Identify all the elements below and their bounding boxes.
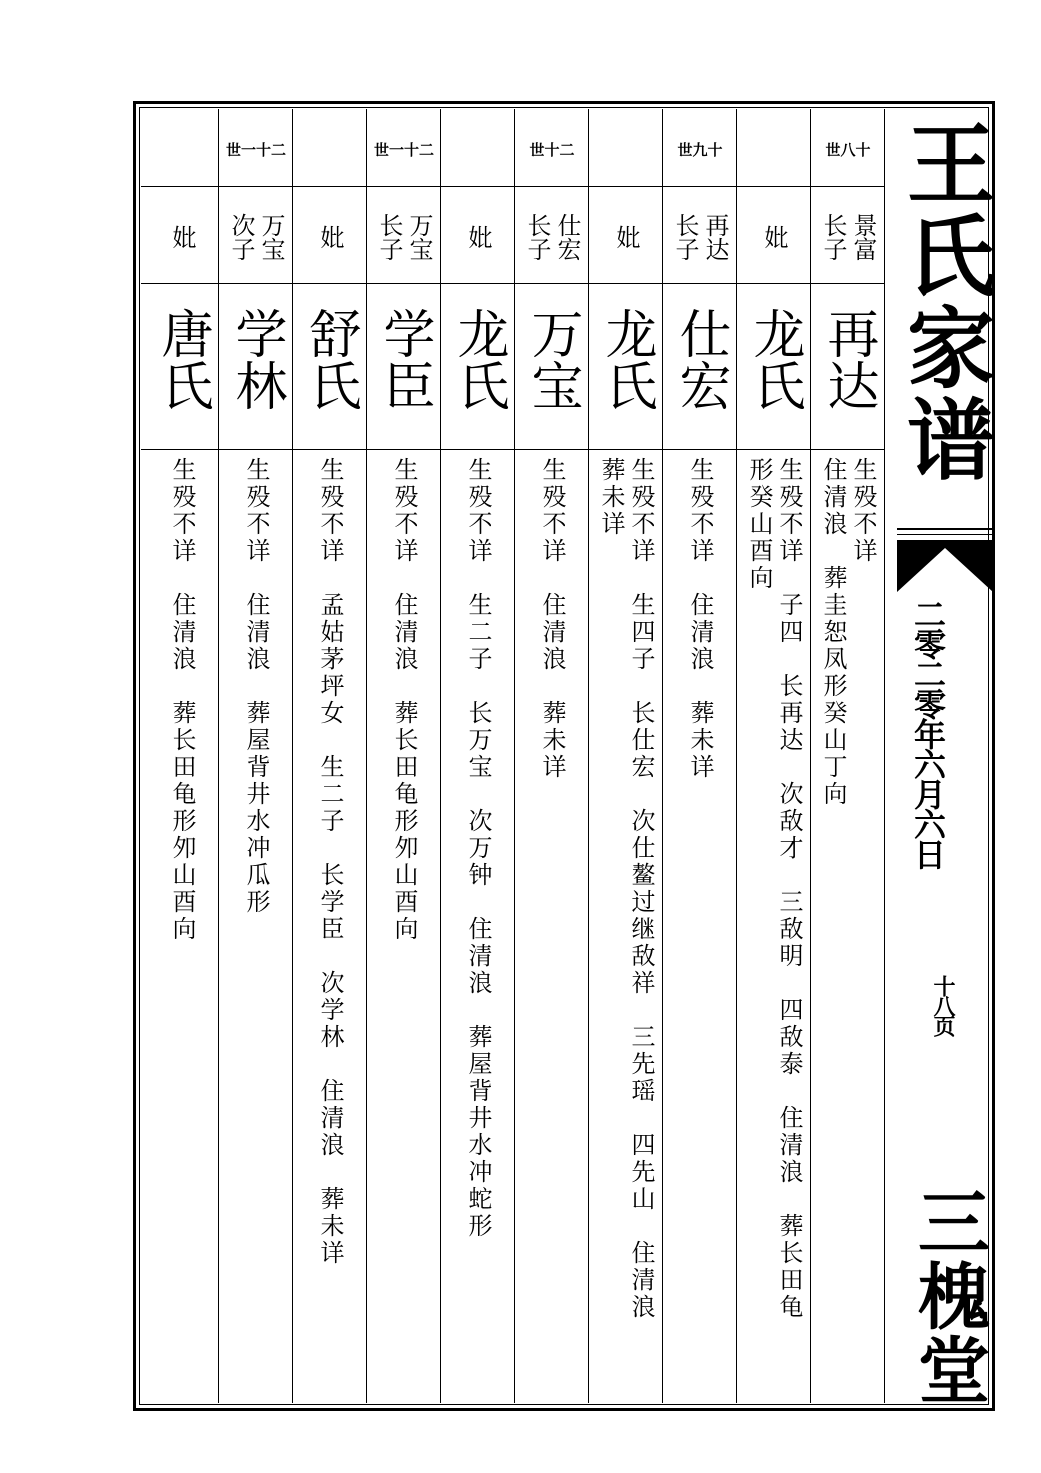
relation-father: 景富 [849, 213, 877, 261]
compile-date: 二零二零年六月六日 [909, 598, 947, 868]
person-name: 再达 [818, 307, 878, 411]
person-name: 仕宏 [670, 307, 730, 411]
entry-column-7 [367, 109, 441, 1403]
relation-cell [293, 201, 367, 273]
person-details [515, 457, 589, 1387]
details-line: 生殁不详 住清浪 葬未详 [686, 457, 714, 781]
entry-column-4 [589, 109, 663, 1403]
details-line: 生殁不详 生四子 长仕宏 次仕鳌过继敌祥 三先瑶 四先山 住清浪 [627, 457, 655, 1321]
relation-cell [145, 201, 219, 273]
person-details [441, 457, 515, 1387]
relation-cell [441, 201, 515, 273]
entry-column-9 [219, 109, 293, 1403]
details-line: 生殁不详 [849, 457, 877, 565]
relation-order: 长子 [671, 213, 699, 261]
title-rule-thin [897, 534, 993, 535]
person-name: 唐氏 [152, 307, 212, 411]
relation-cell [589, 201, 663, 273]
generation-label: 世一十二 [373, 141, 434, 159]
person-name: 舒氏 [300, 307, 360, 411]
person-details [219, 457, 293, 1387]
relation-spouse: 妣 [760, 225, 788, 249]
relation-cell [515, 201, 589, 273]
relation-order: 长子 [819, 213, 847, 261]
relation-spouse: 妣 [464, 225, 492, 249]
relation-cell [663, 201, 737, 273]
relation-order: 长子 [375, 213, 403, 261]
entry-column-8 [293, 109, 367, 1403]
details-line: 住清浪 葬圭恕凤形癸山丁向 [819, 457, 847, 808]
person-details [145, 457, 219, 1387]
relation-order: 次子 [227, 213, 255, 261]
relation-father: 万宝 [257, 213, 285, 261]
details-line: 形癸山酉向 [745, 457, 773, 592]
details-line: 生殁不详 孟姑茅坪女 生二子 长学臣 次学林 住清浪 葬未详 [316, 457, 344, 1267]
generation-label: 世一十二 [225, 141, 286, 159]
details-line: 生殁不详 住清浪 葬未详 [538, 457, 566, 781]
person-details [811, 457, 885, 1387]
relation-spouse: 妣 [316, 225, 344, 249]
person-details [589, 457, 663, 1387]
person-name: 学林 [226, 307, 286, 411]
details-line: 葬未详 [597, 457, 625, 538]
person-name: 学臣 [374, 307, 434, 411]
relation-spouse: 妣 [612, 225, 640, 249]
person-name: 万宝 [522, 307, 582, 411]
entry-column-2 [737, 109, 811, 1403]
person-name: 龙氏 [596, 307, 656, 411]
person-details [737, 457, 811, 1387]
person-details [293, 457, 367, 1387]
entry-column-3 [663, 109, 737, 1403]
entry-column-1 [811, 109, 885, 1403]
hall-name: 三槐堂 [906, 1185, 991, 1407]
generation-label: 世八十 [825, 141, 871, 159]
title-rule [897, 528, 993, 530]
relation-father: 再达 [701, 213, 729, 261]
entry-column-6 [441, 109, 515, 1403]
relation-cell [367, 201, 441, 273]
relation-cell [811, 201, 885, 273]
page-number: 十八页 [930, 975, 956, 1035]
person-details [367, 457, 441, 1387]
details-line: 生殁不详 住清浪 葬长田龟形夘山酉向 [390, 457, 418, 943]
details-line: 生殁不详 住清浪 葬长田龟形夘山酉向 [168, 457, 196, 943]
genealogy-table [141, 109, 885, 1403]
person-name: 龙氏 [744, 307, 804, 411]
relation-father: 万宝 [405, 213, 433, 261]
genealogy-title: 王氏家谱 [893, 118, 997, 486]
details-line: 生殁不详 子四 长再达 次敌才 三敌明 四敌泰 住清浪 葬长田龟 [775, 457, 803, 1321]
entry-column-5 [515, 109, 589, 1403]
generation-label: 世九十 [677, 141, 723, 159]
triangle-ornament [897, 540, 993, 592]
generation-label: 世十二 [529, 141, 575, 159]
details-line: 生殁不详 住清浪 葬屋背井水冲瓜形 [242, 457, 270, 916]
entry-column-10 [145, 109, 219, 1403]
details-line: 生殁不详 生二子 长万宝 次万钟 住清浪 葬屋背井水冲蛇形 [464, 457, 492, 1240]
person-name: 龙氏 [448, 307, 508, 411]
relation-spouse: 妣 [168, 225, 196, 249]
relation-cell [737, 201, 811, 273]
relation-order: 长子 [523, 213, 551, 261]
person-details [663, 457, 737, 1387]
relation-cell [219, 201, 293, 273]
relation-father: 仕宏 [553, 213, 581, 261]
